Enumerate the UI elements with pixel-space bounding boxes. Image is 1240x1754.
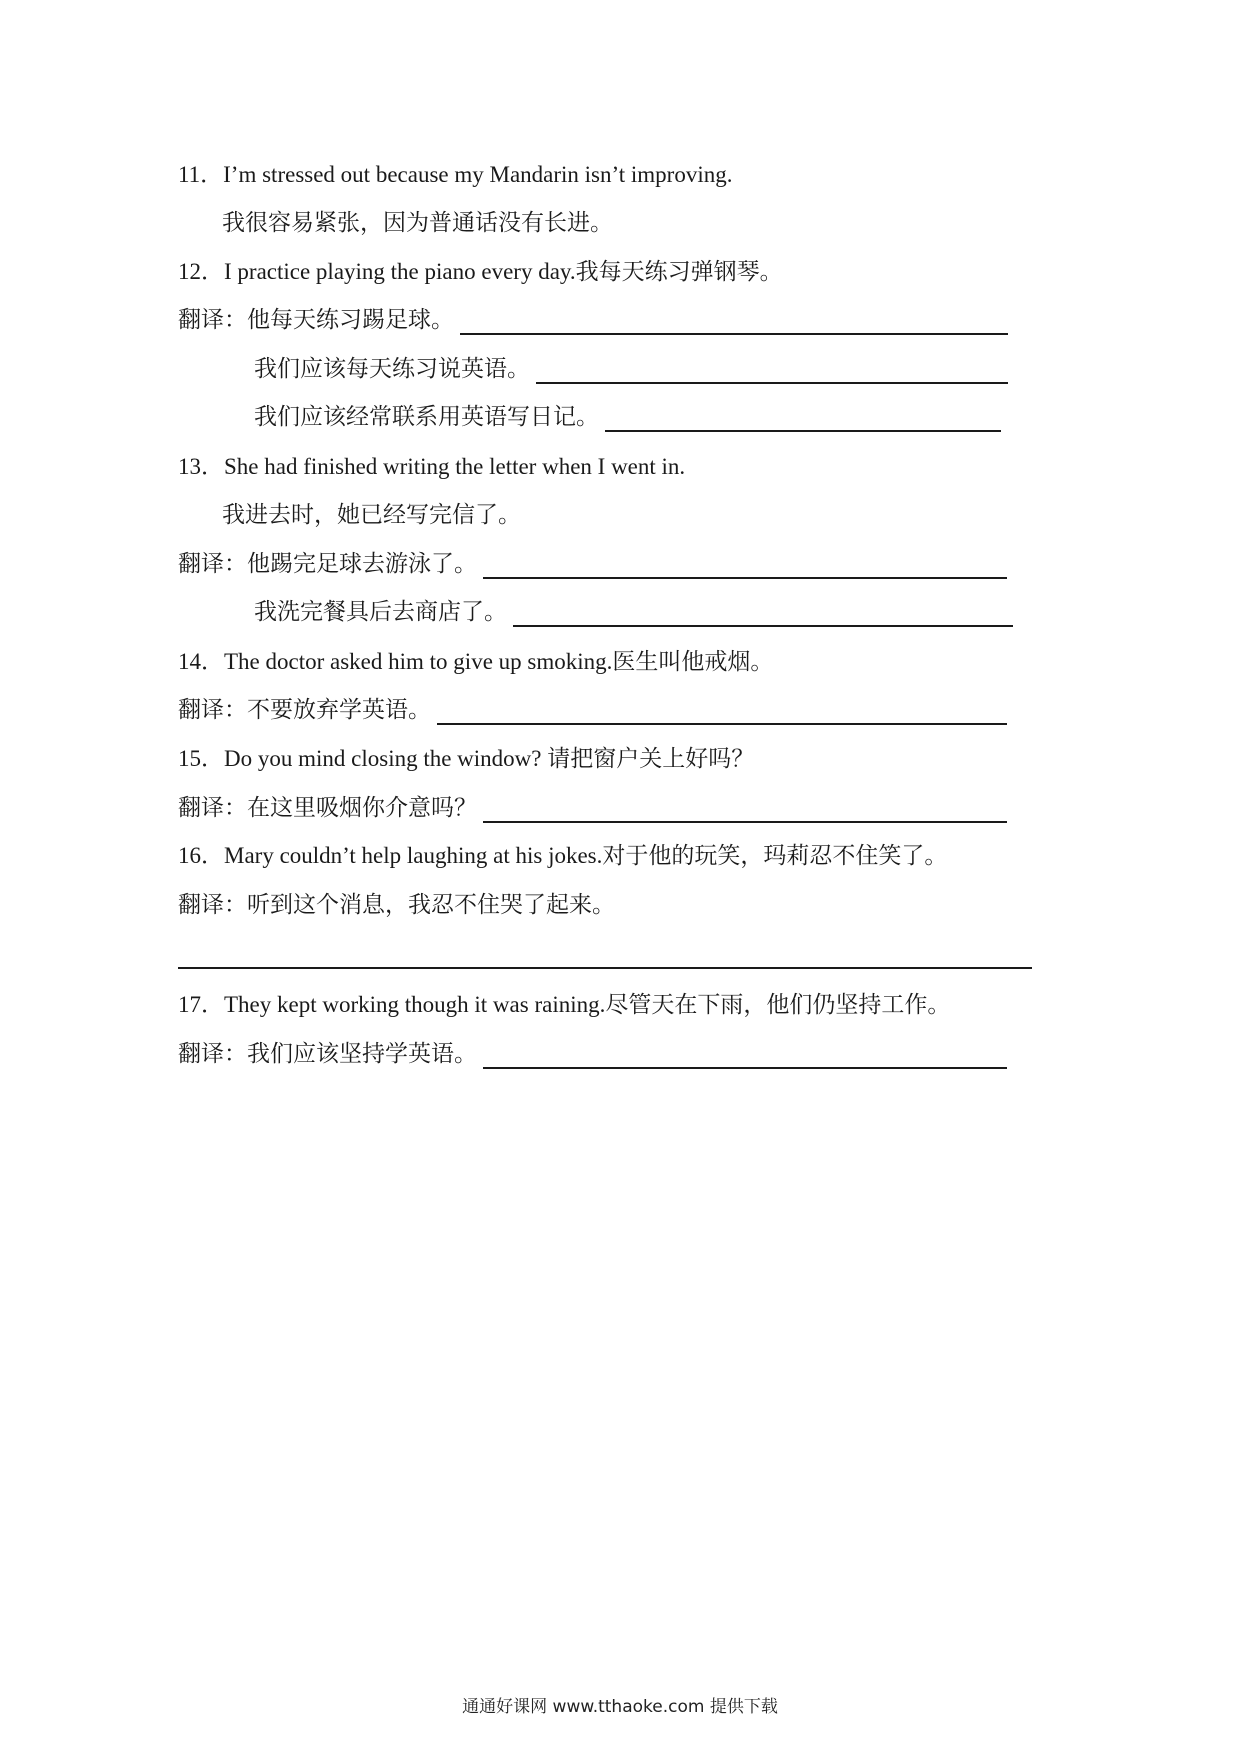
q14-text: 14．The doctor asked him to give up smoking.医生叫他戒烟。	[178, 649, 774, 674]
q17-sentence	[178, 990, 950, 1020]
q16-sentence	[178, 841, 947, 871]
prompt-text: 他踢完足球去游泳了。	[247, 551, 477, 576]
q12-prompt-1	[178, 305, 1008, 335]
q13-prompt-2	[254, 597, 1013, 627]
translate-label: 翻译：	[178, 551, 247, 576]
q12-sentence	[178, 257, 783, 287]
prompt-text: 我们应该每天练习说英语。	[254, 356, 530, 381]
translate-label: 翻译：	[178, 795, 247, 820]
q11-translation-text: 我很容易紧张，因为普通话没有长进。	[222, 210, 613, 235]
answer-blank[interactable]	[178, 967, 1032, 969]
q17-text: 17．They kept working though it was raining.尽管天在下雨，他们仍坚持工作。	[178, 992, 951, 1017]
q15-text: 15．Do you mind closing the window? 请把窗户关上好吗？	[178, 746, 755, 771]
q13-translation	[222, 500, 521, 530]
prompt-text: 不要放弃学英语。	[247, 697, 431, 722]
prompt-text: 我洗完餐具后去商店了。	[254, 599, 507, 624]
translate-label: 翻译：	[178, 892, 247, 917]
prompt-text: 他每天练习踢足球。	[247, 307, 454, 332]
answer-blank[interactable]	[437, 701, 1007, 725]
q16-text: 16．Mary couldn’t help laughing at his jokes.对于他的玩笑，玛莉忍不住笑了。	[178, 843, 948, 868]
q13-text: 13．She had finished writing the letter when I went in.	[178, 454, 686, 479]
answer-blank[interactable]	[483, 799, 1007, 823]
translate-label: 翻译：	[178, 697, 247, 722]
answer-blank[interactable]	[605, 408, 1001, 432]
prompt-text: 我们应该经常联系用英语写日记。	[254, 404, 599, 429]
q13-translation-text: 我进去时，她已经写完信了。	[222, 502, 521, 527]
q15-prompt-1	[178, 793, 1007, 823]
translate-label: 翻译：	[178, 1041, 247, 1066]
q12-prompt-2	[254, 354, 1008, 384]
q12-prompt-3	[254, 402, 1001, 432]
prompt-text: 我们应该坚持学英语。	[247, 1041, 477, 1066]
answer-blank[interactable]	[513, 603, 1013, 627]
answer-blank[interactable]	[483, 1045, 1007, 1069]
answer-blank[interactable]	[460, 311, 1008, 335]
prompt-text: 听到这个消息，我忍不住哭了起来。	[247, 892, 615, 917]
prompt-text: 在这里吸烟你介意吗？	[247, 795, 477, 820]
q15-sentence	[178, 744, 754, 774]
q14-prompt-1	[178, 695, 1007, 725]
translate-label: 翻译：	[178, 307, 247, 332]
q17-prompt-1	[178, 1039, 1007, 1069]
q13-sentence	[178, 452, 685, 482]
q11-translation	[222, 208, 613, 238]
answer-blank[interactable]	[536, 360, 1008, 384]
answer-blank[interactable]	[483, 555, 1007, 579]
q11-sentence	[178, 160, 732, 190]
footer-text: 通通好课网 www.tthaoke.com 提供下载	[462, 1697, 778, 1717]
page-footer	[0, 1692, 1240, 1717]
q11-text: 11．I’m stressed out because my Mandarin isn’t improving.	[178, 162, 733, 187]
q16-prompt-1	[178, 890, 615, 920]
q12-text: 12．I practice playing the piano every day.我每天练习弹钢琴。	[178, 259, 783, 284]
q13-prompt-1	[178, 549, 1007, 579]
q14-sentence	[178, 647, 773, 677]
